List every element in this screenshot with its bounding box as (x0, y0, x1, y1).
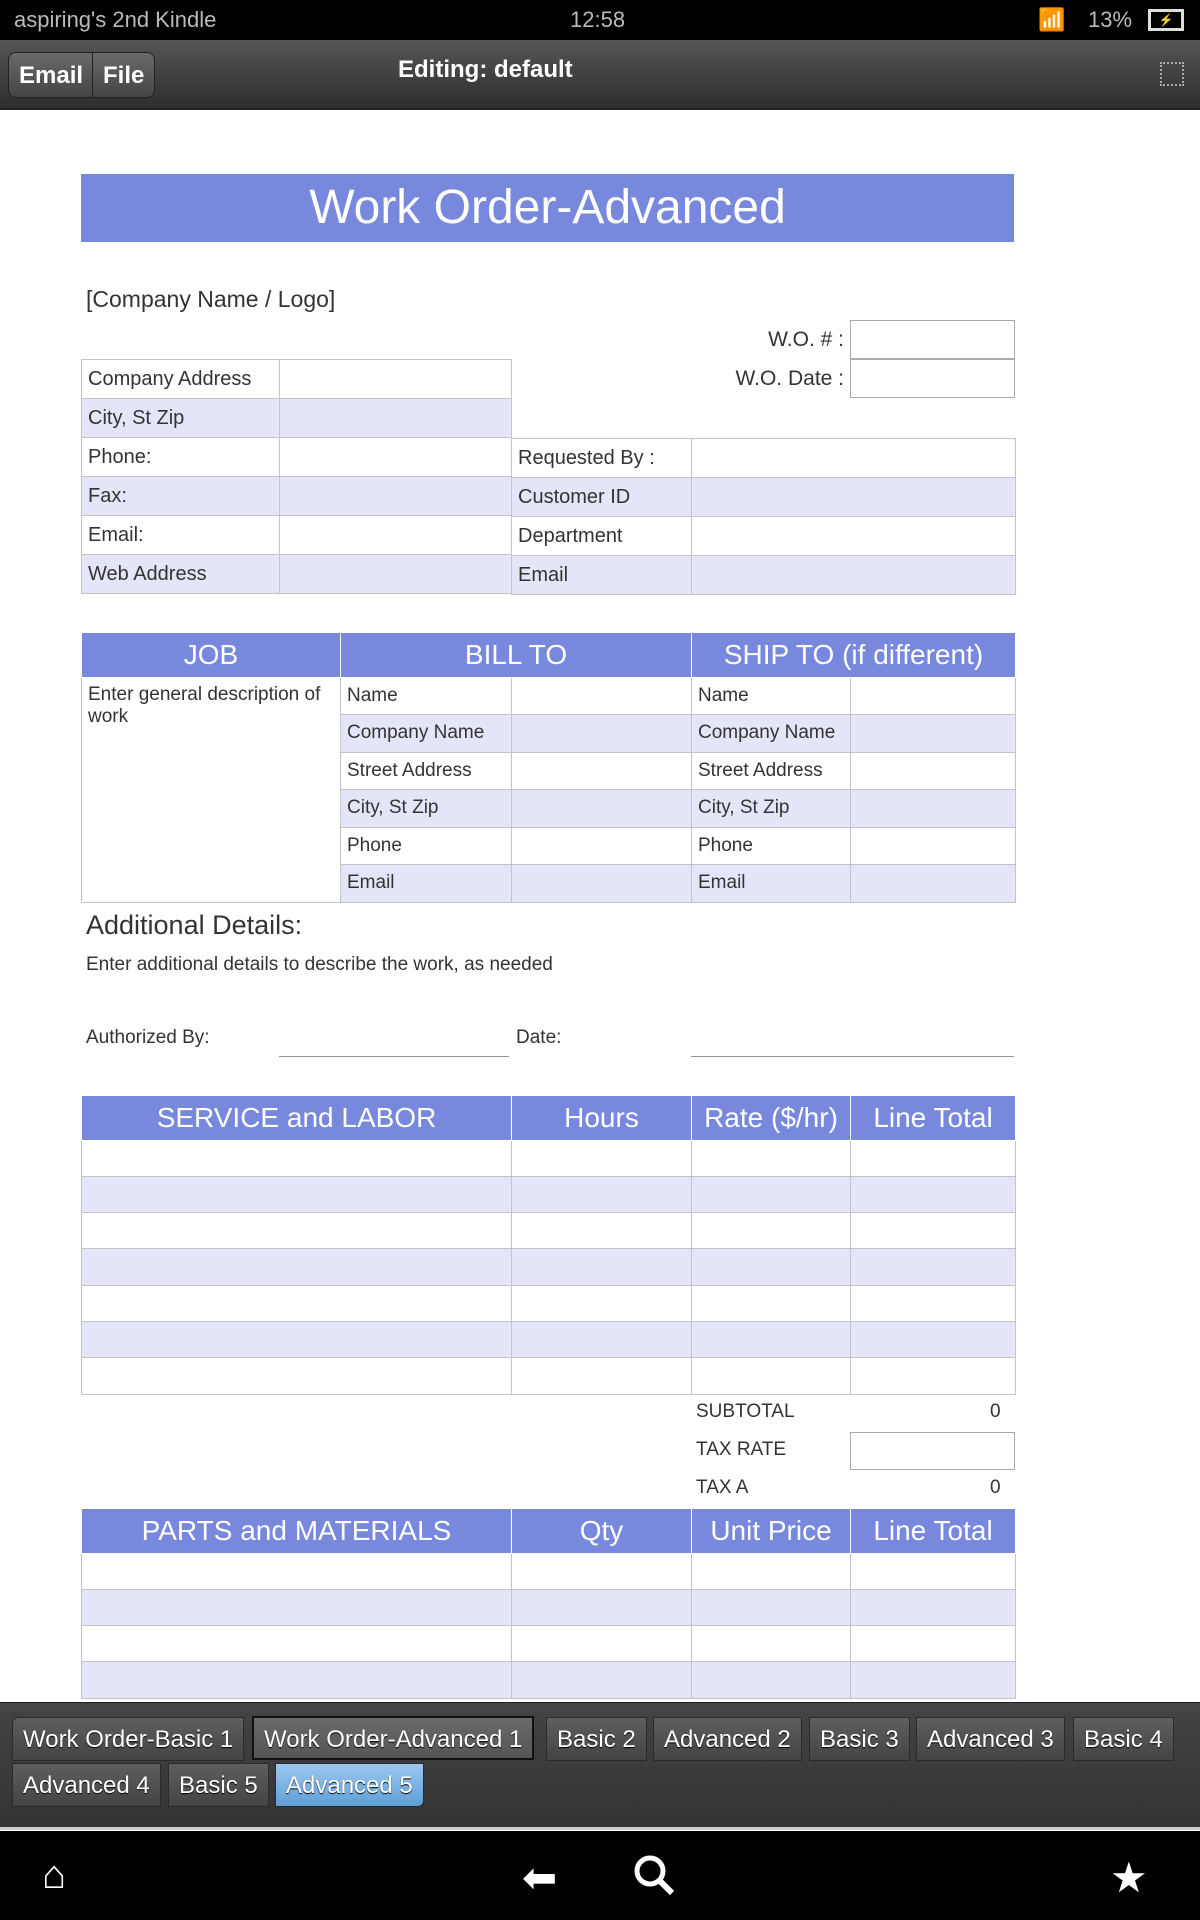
line-total-header: Line Total (851, 1096, 1016, 1140)
document-title: Work Order-Advanced (81, 174, 1014, 242)
table-cell[interactable] (692, 1358, 851, 1394)
back-icon[interactable]: ⬅ (522, 1854, 558, 1901)
table-cell[interactable] (512, 1553, 692, 1589)
table-cell[interactable] (82, 1140, 512, 1176)
table-cell[interactable] (82, 1285, 512, 1321)
tab-basic-5[interactable]: Basic 5 (168, 1763, 269, 1807)
search-icon[interactable] (632, 1853, 676, 1902)
battery-icon: ⚡ (1148, 9, 1184, 31)
table-row (82, 1358, 1016, 1394)
table-cell[interactable] (82, 1358, 512, 1394)
job-header: JOB (82, 633, 341, 677)
field[interactable] (692, 517, 1016, 556)
ship-field[interactable] (851, 677, 1016, 715)
ship-field[interactable] (851, 827, 1016, 865)
bill-field[interactable] (512, 715, 692, 753)
bill-label: Name (341, 677, 512, 715)
table-cell[interactable] (851, 1358, 1016, 1394)
table-cell[interactable] (851, 1553, 1016, 1589)
tab-advanced-5[interactable]: Advanced 5 (275, 1763, 424, 1807)
tab-basic-3[interactable]: Basic 3 (809, 1717, 910, 1761)
table-cell[interactable] (512, 1589, 692, 1625)
job-bill-ship-table (81, 633, 1016, 903)
bottom-nav (0, 1831, 1200, 1920)
label-company-address: Company Address (82, 360, 280, 399)
date-label: Date: (516, 1027, 562, 1048)
status-bar (0, 0, 1200, 40)
tab-basic-4[interactable]: Basic 4 (1073, 1717, 1174, 1761)
table-cell[interactable] (692, 1321, 851, 1357)
wo-number-field[interactable] (850, 320, 1015, 359)
wifi-icon: 📶 (1038, 7, 1066, 32)
table-cell[interactable] (692, 1249, 851, 1285)
grid-icon[interactable] (1160, 62, 1184, 86)
service-labor-table (81, 1096, 1016, 1395)
line-total-header: Line Total (851, 1509, 1016, 1553)
authorized-by-label: Authorized By: (86, 1027, 210, 1048)
table-cell[interactable] (512, 1176, 692, 1212)
field[interactable] (692, 556, 1016, 595)
table-row (82, 1285, 1016, 1321)
bill-field[interactable] (512, 865, 692, 903)
field[interactable] (280, 516, 512, 555)
ship-to-header: SHIP TO (if different) (692, 633, 1016, 677)
tax-a-label: TAX A (696, 1477, 749, 1498)
table-cell[interactable] (82, 1249, 512, 1285)
tab-advanced-3[interactable]: Advanced 3 (916, 1717, 1065, 1761)
table-cell[interactable] (82, 1213, 512, 1249)
bill-label: Phone (341, 827, 512, 865)
bill-label: Company Name (341, 715, 512, 753)
label-email: Email: (82, 516, 280, 555)
hours-header: Hours (512, 1096, 692, 1140)
qty-header: Qty (512, 1509, 692, 1553)
requester-table (511, 438, 1016, 595)
table-cell[interactable] (851, 1662, 1016, 1698)
label-fax: Fax: (82, 477, 280, 516)
ship-field[interactable] (851, 752, 1016, 790)
field[interactable] (692, 439, 1016, 478)
table-row (82, 1140, 1016, 1176)
table-cell[interactable] (82, 1662, 512, 1698)
table-cell[interactable] (851, 1321, 1016, 1357)
table-cell[interactable] (512, 1213, 692, 1249)
table-cell[interactable] (851, 1589, 1016, 1625)
bill-field[interactable] (512, 752, 692, 790)
tab-work-order-advanced-1[interactable]: Work Order-Advanced 1 (252, 1716, 534, 1760)
tab-basic-2[interactable]: Basic 2 (546, 1717, 647, 1761)
table-cell[interactable] (692, 1553, 851, 1589)
file-button[interactable]: File (92, 52, 155, 98)
table-cell[interactable] (692, 1140, 851, 1176)
table-cell[interactable] (851, 1140, 1016, 1176)
table-cell[interactable] (692, 1626, 851, 1662)
tax-a-value: 0 (990, 1477, 1001, 1498)
table-cell[interactable] (851, 1213, 1016, 1249)
label-city: City, St Zip (82, 399, 280, 438)
job-description[interactable]: Enter general description of work (82, 677, 341, 902)
tab-advanced-4[interactable]: Advanced 4 (12, 1763, 161, 1807)
table-cell[interactable] (512, 1140, 692, 1176)
wo-number-label: W.O. # : (768, 328, 844, 351)
table-cell[interactable] (851, 1285, 1016, 1321)
bill-label: City, St Zip (341, 790, 512, 828)
tax-rate-field[interactable] (850, 1432, 1015, 1470)
bill-label: Street Address (341, 752, 512, 790)
parts-materials-table (81, 1509, 1016, 1699)
bill-field[interactable] (512, 827, 692, 865)
rate-header: Rate ($/hr) (692, 1096, 851, 1140)
field[interactable] (280, 399, 512, 438)
ship-label: Email (692, 865, 851, 903)
ship-label: Name (692, 677, 851, 715)
toolbar (0, 40, 1200, 110)
subtotal-label: SUBTOTAL (696, 1401, 795, 1422)
bill-to-header: BILL TO (341, 633, 692, 677)
date-line[interactable] (691, 1056, 1014, 1057)
service-header: SERVICE and LABOR (82, 1096, 512, 1140)
table-cell[interactable] (692, 1662, 851, 1698)
email-button[interactable]: Email (8, 52, 94, 98)
ship-field[interactable] (851, 790, 1016, 828)
table-cell[interactable] (512, 1358, 692, 1394)
table-cell[interactable] (82, 1626, 512, 1662)
field[interactable] (280, 477, 512, 516)
table-cell[interactable] (82, 1553, 512, 1589)
parts-header: PARTS and MATERIALS (82, 1509, 512, 1553)
battery-percent: 13% (1088, 7, 1133, 32)
table-cell[interactable] (692, 1589, 851, 1625)
table-row (82, 1553, 1016, 1589)
favorites-star-icon[interactable]: ★ (1110, 1854, 1148, 1901)
unit-price-header: Unit Price (692, 1509, 851, 1553)
label-web: Web Address (82, 555, 280, 594)
additional-details-text[interactable]: Enter additional details to describe the work, as needed (86, 954, 553, 975)
editing-title: Editing: default (398, 56, 573, 83)
sheet-tab-bar (0, 1702, 1200, 1830)
home-icon[interactable]: ⌂ (42, 1853, 67, 1897)
table-cell[interactable] (82, 1321, 512, 1357)
field[interactable] (280, 438, 512, 477)
table-cell[interactable] (512, 1321, 692, 1357)
bill-field[interactable] (512, 790, 692, 828)
label-requested-by: Requested By : (512, 439, 692, 478)
table-row (82, 1321, 1016, 1357)
subtotal-value: 0 (990, 1401, 1001, 1422)
table-row (82, 1662, 1016, 1698)
bill-label: Email (341, 865, 512, 903)
company-info-table (81, 359, 512, 594)
table-cell[interactable] (692, 1176, 851, 1212)
table-cell[interactable] (512, 1249, 692, 1285)
table-cell[interactable] (851, 1249, 1016, 1285)
field[interactable] (280, 360, 512, 399)
bill-field[interactable] (512, 677, 692, 715)
table-cell[interactable] (692, 1285, 851, 1321)
tax-rate-label: TAX RATE (696, 1439, 787, 1460)
additional-details-title: Additional Details: (86, 910, 303, 940)
clock: 12:58 (570, 7, 626, 32)
table-cell[interactable] (512, 1626, 692, 1662)
tab-advanced-2[interactable]: Advanced 2 (653, 1717, 802, 1761)
label-customer-id: Customer ID (512, 478, 692, 517)
device-name: aspiring's 2nd Kindle (14, 7, 217, 32)
table-row (82, 1213, 1016, 1249)
table-cell[interactable] (692, 1213, 851, 1249)
ship-label: City, St Zip (692, 790, 851, 828)
table-cell[interactable] (82, 1176, 512, 1212)
table-cell[interactable] (851, 1626, 1016, 1662)
table-row (82, 1249, 1016, 1285)
label-email: Email (512, 556, 692, 595)
table-cell[interactable] (512, 1285, 692, 1321)
table-row (82, 1589, 1016, 1625)
field[interactable] (692, 478, 1016, 517)
ship-field[interactable] (851, 865, 1016, 903)
table-cell[interactable] (82, 1589, 512, 1625)
ship-label: Street Address (692, 752, 851, 790)
label-department: Department (512, 517, 692, 556)
label-phone: Phone: (82, 438, 280, 477)
table-row (82, 1626, 1016, 1662)
table-cell[interactable] (512, 1662, 692, 1698)
wo-date-label: W.O. Date : (735, 367, 844, 390)
wo-date-field[interactable] (850, 359, 1015, 398)
table-cell[interactable] (851, 1176, 1016, 1212)
tab-work-order-basic-1[interactable]: Work Order-Basic 1 (12, 1717, 244, 1761)
table-row (82, 1176, 1016, 1212)
company-name-logo[interactable]: [Company Name / Logo] (86, 286, 336, 312)
field[interactable] (280, 555, 512, 594)
authorized-by-line[interactable] (279, 1056, 509, 1057)
ship-field[interactable] (851, 715, 1016, 753)
ship-label: Company Name (692, 715, 851, 753)
ship-label: Phone (692, 827, 851, 865)
